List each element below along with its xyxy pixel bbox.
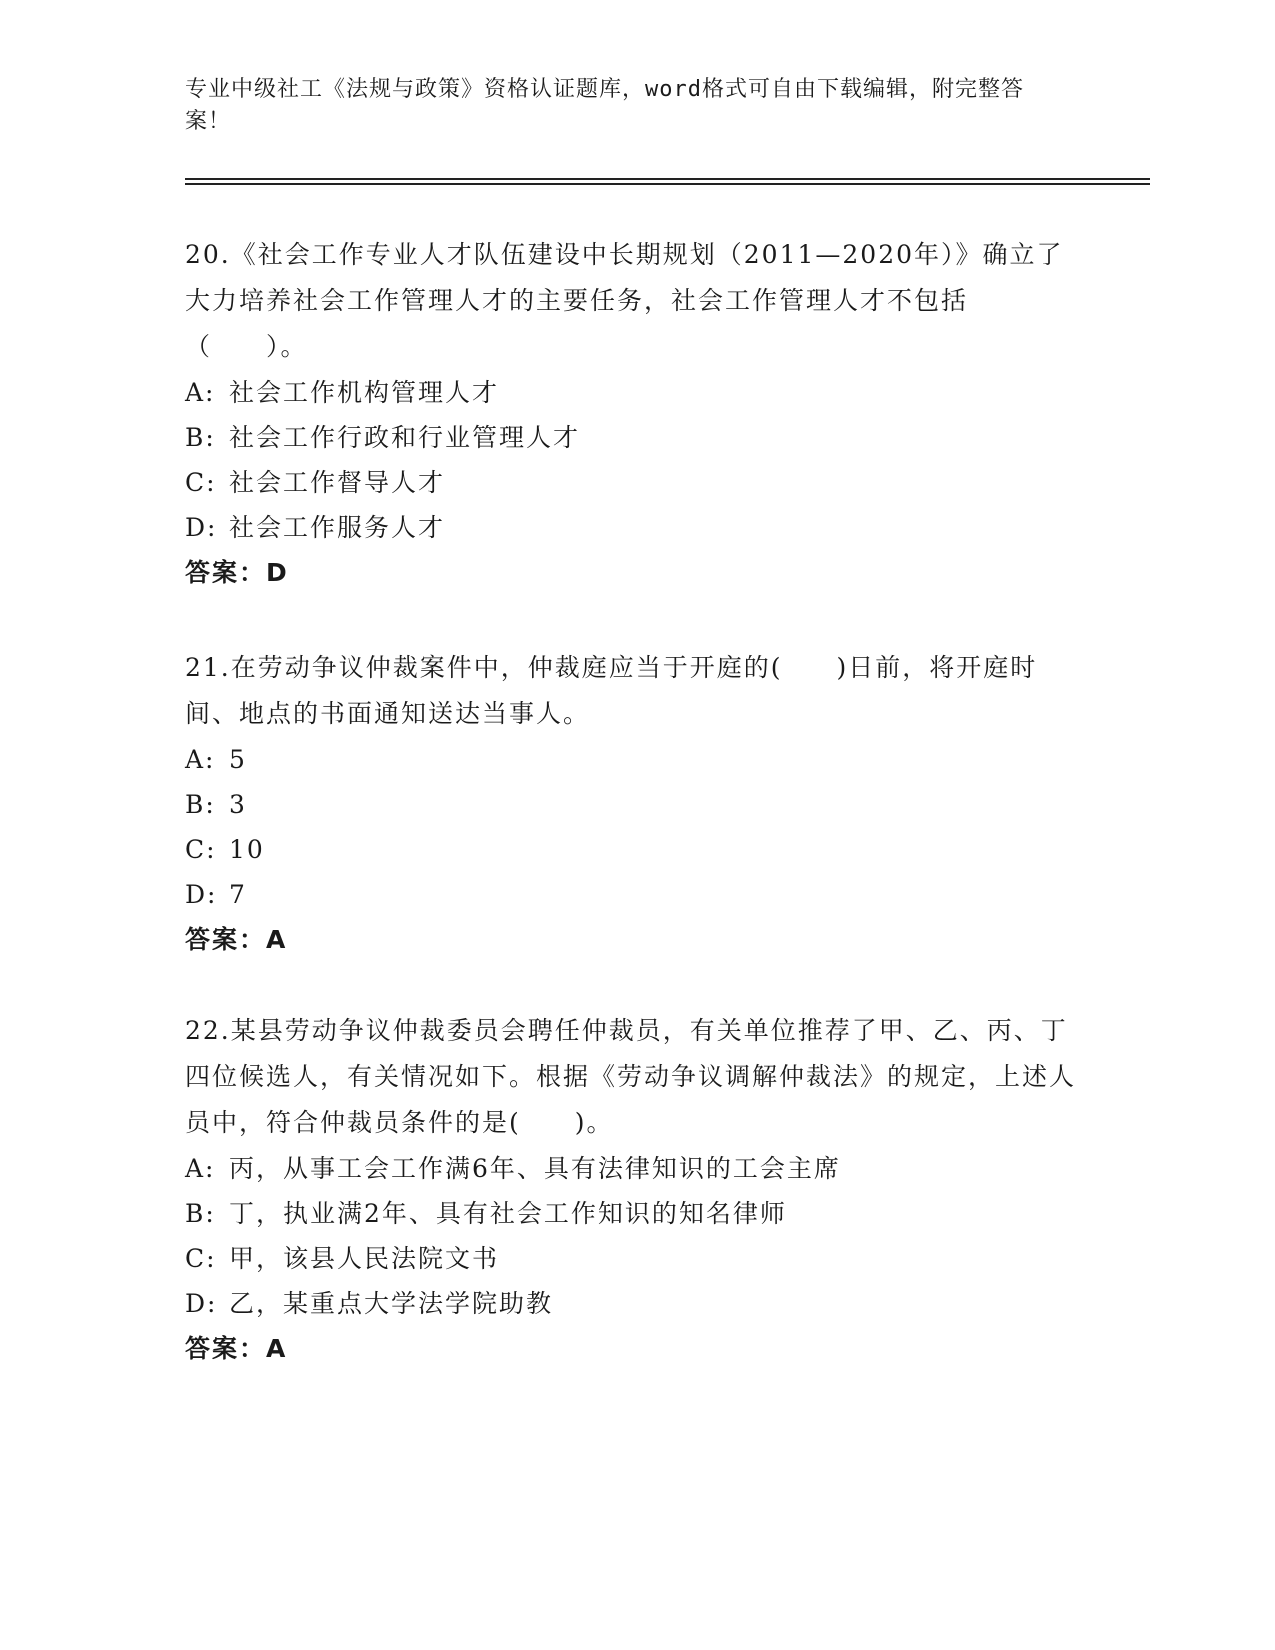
option-text: 丙，从事工会工作满6年、具有法律知识的工会主席 (229, 1154, 841, 1183)
option-a (185, 1146, 1085, 1191)
option-text: 社会工作服务人才 (229, 513, 446, 542)
option-text: 甲，该县人民法院文书 (229, 1244, 500, 1273)
option-letter: A: (185, 1154, 216, 1183)
option-letter: B: (185, 423, 216, 452)
option-text: 5 (229, 745, 247, 774)
option-text: 社会工作督导人才 (229, 468, 446, 497)
option-letter: B: (185, 1199, 216, 1228)
option-letter: D: (185, 1289, 218, 1318)
option-text: 10 (229, 835, 265, 864)
option-d (185, 872, 1085, 917)
option-c (185, 827, 1085, 872)
option-text: 乙，某重点大学法学院助教 (229, 1289, 554, 1318)
answer-label: 答案：D (185, 558, 289, 587)
question-stem: 21.在劳动争议仲裁案件中，仲裁庭应当于开庭的( )日前，将开庭时间、地点的书面通知送达当事人。 (185, 653, 1038, 728)
option-c (185, 1236, 1085, 1281)
question-stem: 22.某县劳动争议仲裁委员会聘任仲裁员，有关单位推荐了甲、乙、丙、丁四位候选人，有关情况如下。根据《劳动争议调解仲裁法》的规定，上述人员中，符合仲裁员条件的是( )。 (185, 1016, 1077, 1137)
question-20 (185, 232, 1085, 596)
option-text: 社会工作机构管理人才 (229, 378, 500, 407)
option-b (185, 415, 1085, 460)
option-letter: B: (185, 790, 216, 819)
option-b (185, 1191, 1085, 1236)
option-letter: C: (185, 1244, 217, 1273)
option-text: 7 (229, 880, 247, 909)
answer-label: 答案：A (185, 1334, 288, 1363)
option-text: 丁，执业满2年、具有社会工作知识的知名律师 (229, 1199, 787, 1228)
header-divider-top (185, 178, 1150, 180)
option-letter: C: (185, 468, 217, 497)
option-text: 社会工作行政和行业管理人才 (229, 423, 581, 452)
option-a (185, 370, 1085, 415)
option-a (185, 737, 1085, 782)
option-b (185, 782, 1085, 827)
option-letter: A: (185, 378, 216, 407)
header-divider-bottom (185, 183, 1150, 185)
document-header: 专业中级社工《法规与政策》资格认证题库，word格式可自由下载编辑，附完整答案！ (185, 77, 1024, 134)
option-d (185, 1281, 1085, 1326)
option-c (185, 460, 1085, 505)
option-text: 3 (229, 790, 247, 819)
option-letter: D: (185, 880, 218, 909)
question-22 (185, 1008, 1085, 1372)
option-letter: D: (185, 513, 218, 542)
option-d (185, 505, 1085, 550)
answer-label: 答案：A (185, 925, 288, 954)
question-21 (185, 645, 1085, 963)
option-letter: A: (185, 745, 216, 774)
option-letter: C: (185, 835, 217, 864)
question-stem: 20.《社会工作专业人才队伍建设中长期规划（2011—2020年）》确立了大力培养社会工作管理人才的主要任务，社会工作管理人才不包括（ ）。 (185, 240, 1064, 361)
